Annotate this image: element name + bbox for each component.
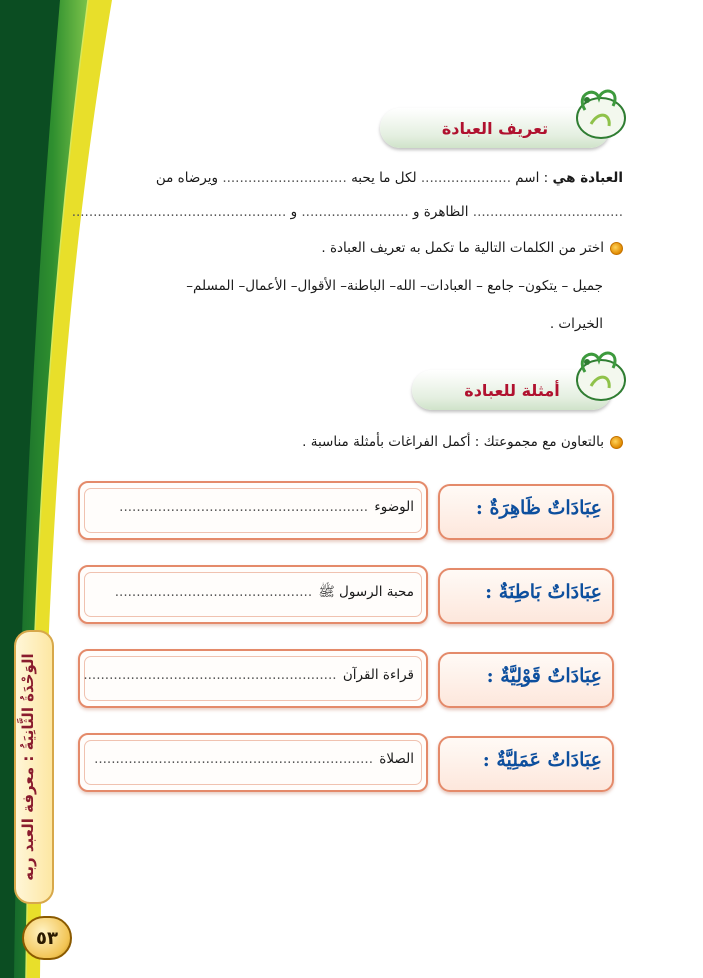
blank-3: ................................... bbox=[472, 204, 623, 220]
unit-title: الوَحْدَةُ الثَّانِيَةُ : معرفة العبد ربه bbox=[19, 653, 37, 881]
answer-text: الوضوء bbox=[374, 499, 414, 515]
definition-text-b: لكل ما يحبه bbox=[351, 170, 417, 186]
definition-section-title: تعريف العبادة bbox=[441, 118, 549, 138]
blank-4: ......................... bbox=[301, 204, 409, 220]
word-bank-line-1: جميل – يتكون– جامع – العبادات– الله– الباطنة– الأقوال– الأعمال– المسلم– bbox=[186, 278, 603, 294]
answer-box-practical-worship[interactable]: الصلاة ................................................................. bbox=[78, 733, 428, 792]
answer-text: محبة الرسول ﷺ bbox=[318, 584, 414, 600]
label-box-verbal-worship: عِبَادَاتٌ قَوْلِيَّةٌ : bbox=[438, 652, 614, 708]
answer-box-visible-worship[interactable]: الوضوء .......................................................... bbox=[78, 481, 428, 540]
page-number: ٥٣ bbox=[36, 927, 58, 949]
definition-line-2 bbox=[72, 202, 623, 222]
floral-ornament-icon bbox=[565, 342, 631, 402]
floral-ornament-icon bbox=[565, 80, 631, 140]
answer-text: الصلاة bbox=[379, 751, 414, 767]
definition-text-e: و bbox=[290, 204, 298, 220]
label-box-visible-worship: عِبَادَاتٌ ظَاهِرَةٌ : bbox=[438, 484, 614, 540]
page-number-badge bbox=[22, 916, 72, 960]
definition-instruction: اختر من الكلمات التالية ما تكمل به تعريف العبادة . bbox=[321, 238, 623, 258]
answer-box-verbal-worship[interactable]: قراءة القرآن ........................................................... bbox=[78, 649, 428, 708]
definition-text-d: الظاهرة و bbox=[412, 204, 469, 220]
blank-1: ..................... bbox=[420, 170, 511, 186]
blank-5: .................................................. bbox=[71, 204, 287, 220]
word-bank-line-2: الخيرات . bbox=[549, 316, 603, 332]
answer-box-inner-worship[interactable]: محبة الرسول ﷺ .............................................. bbox=[78, 565, 428, 624]
examples-section-title: أمثلة للعبادة bbox=[464, 380, 560, 400]
unit-title-banner bbox=[14, 630, 54, 904]
definition-line-1 bbox=[156, 168, 623, 188]
blank-2: ............................. bbox=[222, 170, 347, 186]
label-box-inner-worship: عِبَادَاتٌ بَاطِنَةٌ : bbox=[438, 568, 614, 624]
label-box-practical-worship: عِبَادَاتٌ عَمَلِيَّةٌ : bbox=[438, 736, 614, 792]
bullet-icon bbox=[610, 242, 623, 255]
bullet-icon bbox=[610, 436, 623, 449]
answer-text: قراءة القرآن bbox=[342, 667, 414, 683]
examples-instruction: بالتعاون مع مجموعتك : أكمل الفراغات بأمثلة مناسبة . bbox=[302, 432, 623, 452]
definition-text-c: ويرضاه من bbox=[155, 170, 219, 186]
definition-text-a: : اسم bbox=[515, 170, 549, 186]
definition-term: العبادة هي bbox=[552, 170, 623, 186]
